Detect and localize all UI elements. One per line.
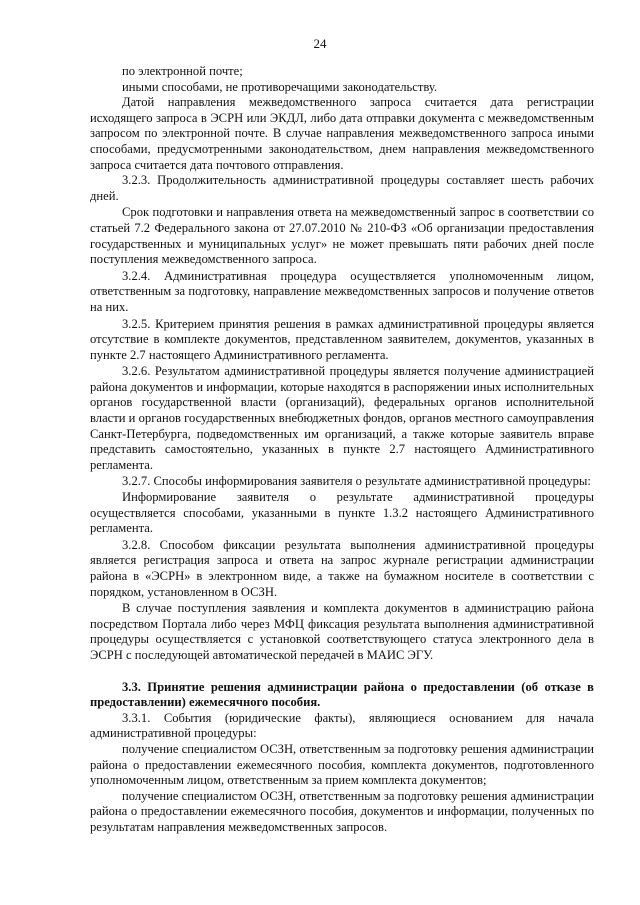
page-number: 24 (313, 36, 327, 51)
paragraph: получение специалистом ОСЗН, ответственным за подготовку решения администрации района о предоставлении ежемесячного пособия, документов и информации, полученных по результатам направления межведомственных запросов. (90, 788, 594, 834)
paragraph: по электронной почте; (122, 64, 243, 78)
paragraph: 3.2.6. Результатом административной процедуры является получение администрацией района документов и информации, которые находятся в распоряжении иных исполнительных органов государственной власти (организаций), федеральных органов исполнительной власти и органов государственных внебюджетных фондов, органов местного самоуправления Санкт-Петербурга, подведомственных им организаций, а также которые заявитель вправе представить самостоятельно, указанных в пункте 2.7 настоящего Административного регламента. (90, 364, 594, 472)
paragraph: 3.2.7. Способы информирования заявителя о результате административной процедуры: (122, 474, 591, 489)
paragraph: 3.3.1. События (юридические факты), являющиеся основанием для начала административной процедуры: (90, 710, 594, 741)
paragraph: Информирование заявителя о результате административной процедуры осуществляется способами, указанными в пункте 1.3.2 настоящего Административного регламента. (90, 490, 594, 536)
section-heading: 3.3. Принятие решения администрации района о предоставлении (об отказе в предоставлении) ежемесячного пособия. (90, 679, 594, 710)
paragraph: Датой направления межведомственного запроса считается дата регистрации исходящего запроса в ЭСРН или ЭКДЛ, либо дата отправки документа с межведомственным запросом по электронной почте. В случае направления межведомственного запроса иными способами, предусмотренными законодательством, днем направления межведомственного запроса считается дата почтового отправления. (90, 95, 594, 172)
paragraph: 3.2.3. Продолжительность административной процедуры составляет шесть рабочих дней. (90, 173, 594, 203)
paragraph: получение специалистом ОСЗН, ответственным за подготовку решения администрации района о предоставлении ежемесячного пособия, комплекта документов, подготовленного уполномоченным лицом, ответственным за прием комплекта документов; (90, 741, 594, 788)
paragraph: Срок подготовки и направления ответа на межведомственный запрос в соответствии со статьей 7.2 Федерального закона от 27.07.2010 № 210-ФЗ «Об организации предоставления государственных и муниципальных услуг» не может превышать пяти рабочих дней после поступления межведомственного запроса. (90, 205, 594, 267)
paragraph: 3.2.8. Способом фиксации результата выполнения административной процедуры является регистрация запроса и ответа на запрос журнале регистрации администрации района в «ЭСРН» в электронном виде, а также на бумажном носителе в соответствии с порядком, установленном в ОСЗН. (90, 537, 594, 599)
document-body (90, 64, 594, 836)
paragraph: В случае поступления заявления и комплекта документов в администрацию района посредством Портала либо через МФЦ фиксация результата выполнения административной процедуры осуществляется с установкой соответствующего статуса электронного дела в ЭСРН с последующей автоматической передачей в МАИС ЭГУ. (90, 601, 594, 662)
paragraph: 3.2.5. Критерием принятия решения в рамках административной процедуры является отсутствие в комплекте документов, представленном заявителем, документов, указанных в пункте 2.7 настоящего Административного регламента. (90, 316, 594, 362)
paragraph: 3.2.4. Административная процедура осуществляется уполномоченным лицом, ответственным за подготовку, направление межведомственных запросов и получение ответов на них. (90, 268, 594, 314)
paragraph: иными способами, не противоречащими законодательству. (122, 79, 438, 94)
